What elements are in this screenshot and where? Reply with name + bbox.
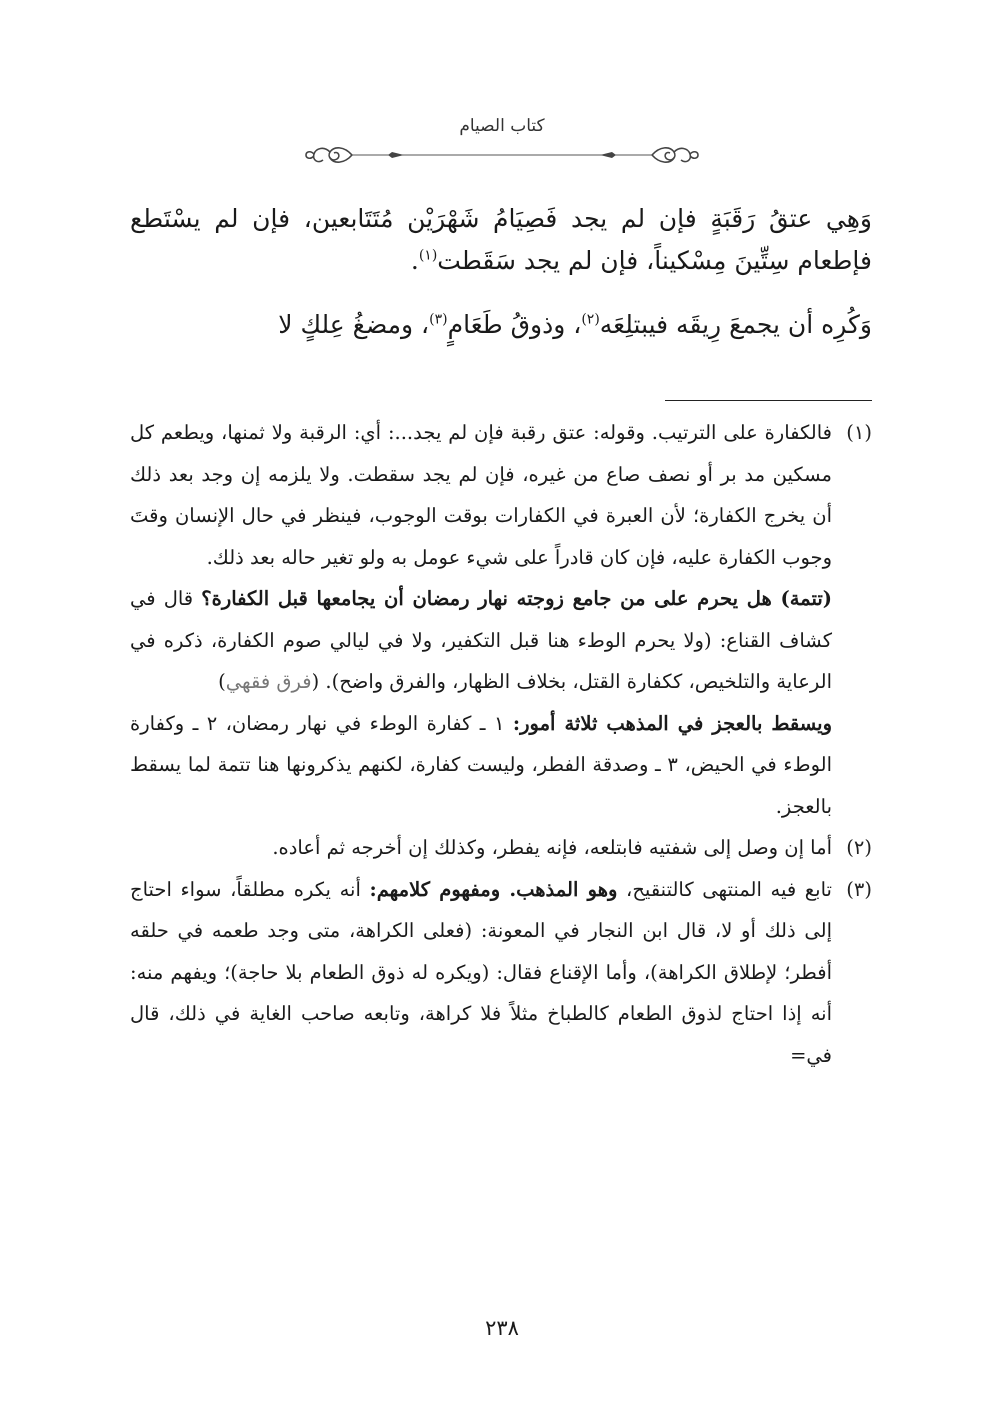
footnotes: [130, 412, 872, 1076]
main-text: [130, 198, 872, 346]
footnote-text: تابع فيه المنتهى كالتنقيح، وهو المذهب. ومفهوم كلامهم: أنه يكره مطلقاً، سواء احتاج إلى ذلك أو لا، قال ابن النجار في المعونة: (فعلى الكراهة، متى وجد طعمه في حلقه أفطر؛ لإطلاق الكراهة)، وأما الإقناع فقال: (ويكره له ذوق الطعام بلا حاجة)؛ ويفهم منه: أنه إذا احتاج لذوق الطعام كالطباخ مثلاً فلا كراهة، وتابعه صاحب الغاية في ذلك، قال في=: [130, 877, 832, 1067]
footnote-number: (٢): [846, 836, 872, 859]
running-header: [300, 112, 704, 172]
header-title: كتاب الصيام: [459, 116, 545, 136]
main-paragraph-2: وَكُرِه أن يجمعَ رِيقَه فيبتلِعَه$^{(٢)}$، وذوقُ طَعَامٍ$^{(٣)}$، ومضغُ عِلكٍ لا: [278, 310, 872, 339]
footnote-ref: (١): [418, 247, 438, 264]
footnote-text: فالكفارة على الترتيب. وقوله: عتق رقبة فإن لم يجد...: أي: الرقبة ولا ثمنها، ويطعم كل مسكين مد بر أو نصف صاع من غيره، فإن لم يجد سقطت. ولا يلزمه إن وجد بعد ذلك أن يخرج الكفارة؛ لأن العبرة في الكفارات بوقت الوجوب، فينظر في حال الإنسان وقتَ وجوب الكفارة عليه، فإن كان قادراً على شيء عومل به ولو تغير حاله بعد ذلك.: [130, 421, 832, 569]
footnote-1: [130, 412, 872, 827]
footnote-text: أما إن وصل إلى شفتيه فابتلعه، فإنه يفطر، وكذلك إن أخرجه ثم أعاده.: [272, 836, 832, 859]
footnote-ref: (٢): [581, 311, 600, 328]
ornament-divider-icon: [300, 140, 704, 170]
footnote-number: (١): [846, 421, 872, 444]
footnote-ref: (٣): [429, 311, 448, 328]
footnote-ajz: ويسقط بالعجز في المذهب ثلاثة أمور: ١ ـ كفارة الوطء في نهار رمضان، ٢ ـ وكفارة الوطء في الحيض، ٣ ـ وصدقة الفطر، وليست كفارة، لكنهم يذكرونها هنا تتمة لما يسقط بالعجز.: [130, 711, 833, 818]
footnote-number: (٣): [846, 877, 872, 901]
footnote-tatimma: (تتمة) هل يحرم على من جامع زوجته نهار رمضان أن يجامعها قبل الكفارة؟ قال في كشاف القناع: (ولا يحرم الوطء هنا قبل التكفير، ولا في ليالي صوم الكفارة، ذكره في الرعاية والتلخيص، ككفارة القتل، بخلاف الظهار، والفرق واضح). (فرق فقهي): [130, 587, 832, 693]
footnote-3: [130, 869, 872, 1077]
page-number: ٢٣٨: [485, 1316, 519, 1340]
footnote-separator: [665, 400, 872, 401]
footnote-2: [130, 827, 872, 869]
main-paragraph-1: وَهِي عتقُ رَقَبَةٍ فإن لم يجد فَصِيَامُ شَهْرَيْن مُتَتَابعين، فإن لم يسْتَطع فإطعام سِتِّينَ مِسْكيناً، فإن لم يجد سَقَطت$^{(١)}$.: [130, 204, 872, 275]
